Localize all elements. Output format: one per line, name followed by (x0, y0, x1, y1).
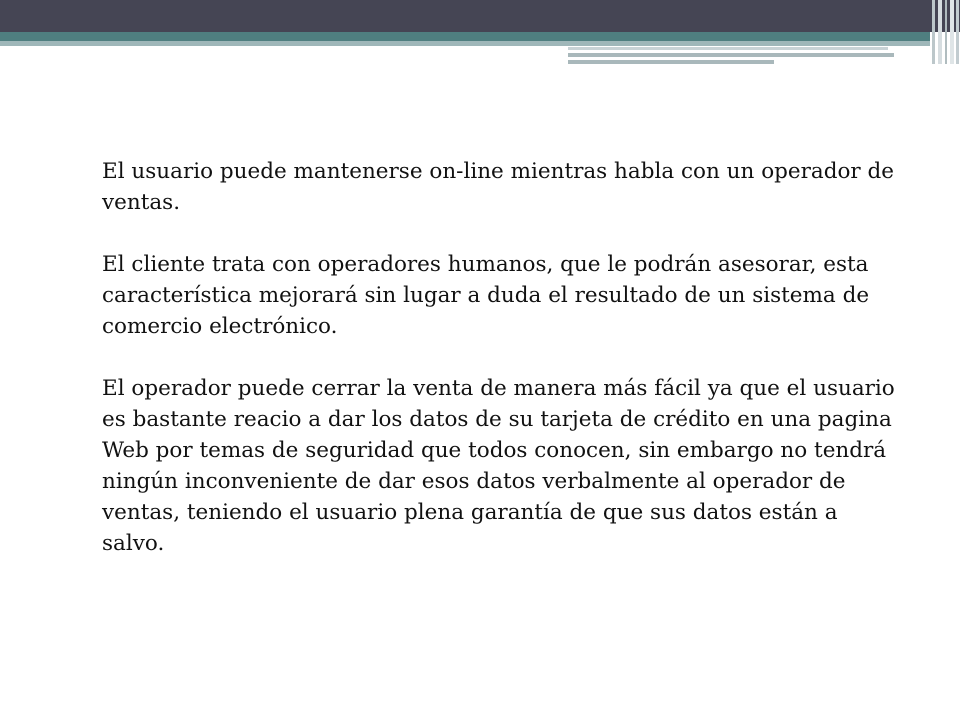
slide-body (102, 156, 902, 590)
paragraph-human-operators: El cliente trata con operadores humanos, que le podrán asesorar, esta característica mejorará sin lugar a duda el resultado de un sistema de comercio electrónico. (102, 252, 870, 339)
edge-stripe (938, 0, 942, 64)
header-accent-line (568, 53, 894, 57)
edge-stripe (945, 0, 947, 64)
header-accent-line (568, 60, 774, 64)
edge-stripe (950, 0, 954, 64)
paragraph-closing-sale: El operador puede cerrar la venta de manera más fácil ya que el usuario es bastante reacio a dar los datos de su tarjeta de crédito en una pagina Web por temas de seguridad que todos conocen, sin embargo no tendrá ningún inconveniente de dar esos datos verbalmente al operador de ventas, teniendo el usuario plena garantía de que sus datos están a salvo. (102, 376, 895, 556)
header-teal-band (0, 32, 930, 41)
header-accent-line (568, 47, 888, 50)
header-teal-light-band (0, 41, 930, 46)
paragraph-online: El usuario puede mantenerse on-line mientras habla con un operador de ventas. (102, 159, 895, 215)
header-dark-band (0, 0, 960, 32)
edge-stripe (956, 0, 959, 64)
edge-stripe (932, 0, 935, 64)
